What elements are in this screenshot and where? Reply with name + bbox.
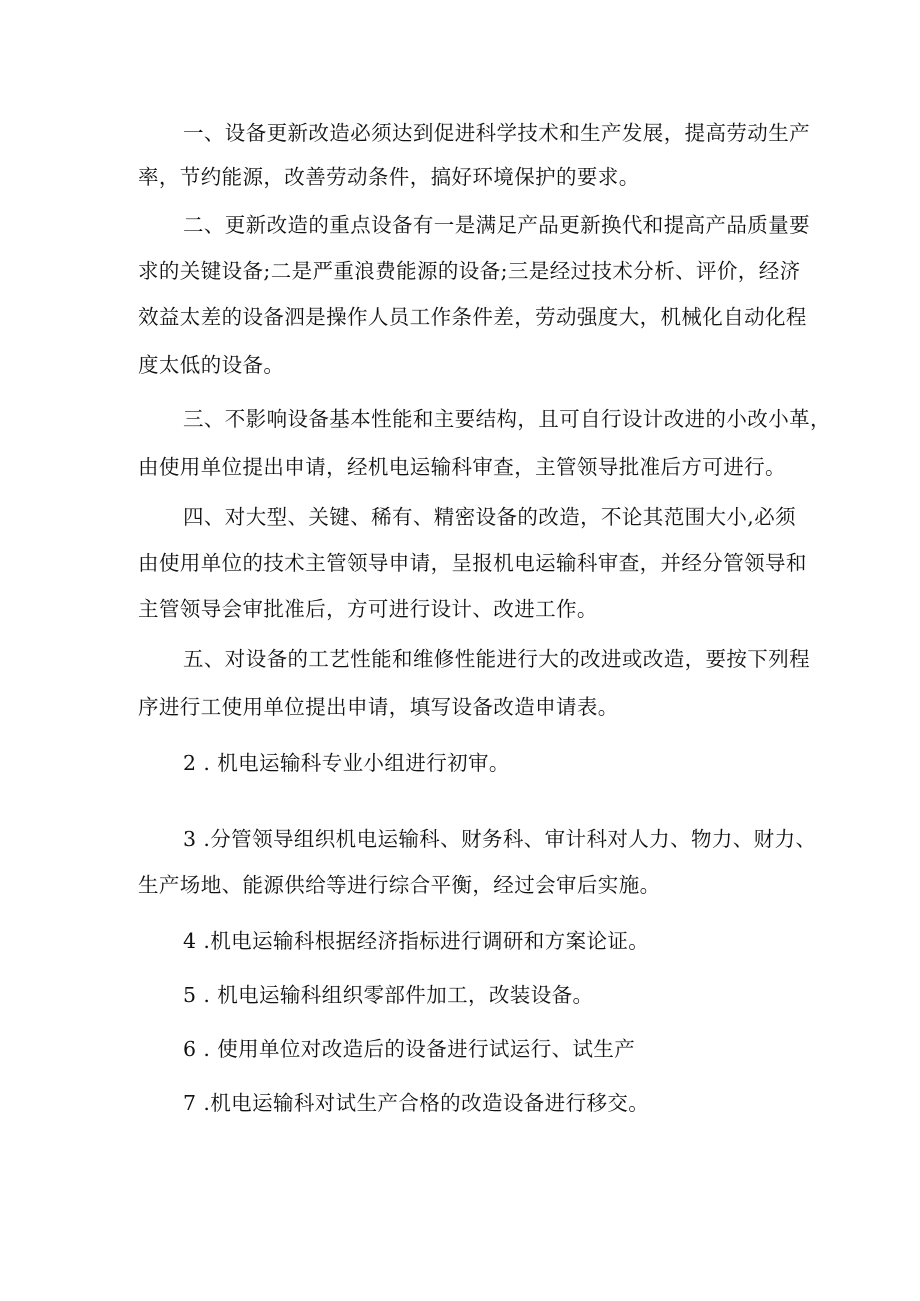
text-line: 五、对设备的工艺性能和维修性能进行大的改进或改造，要按下列程 <box>183 647 810 671</box>
text-line: 求的关键设备;二是严重浪费能源的设备;三是经过技术分析、评价，经济 <box>138 259 801 283</box>
text-line: 度太低的设备。 <box>138 353 285 377</box>
text-line: 7 .机电运输科对试生产合格的改造设备进行移交。 <box>183 1091 650 1115</box>
text-line: 3 .分管领导组织机电运输科、财务科、审计科对人力、物力、财力、 <box>183 827 817 851</box>
text-line: 2 . 机电运输科专业小组进行初审。 <box>183 751 510 775</box>
text-line: 由使用单位的技术主管领导申请，呈报机电运输科审查，并经分管领导和 <box>138 551 807 575</box>
text-line: 效益太差的设备泗是操作人员工作条件差，劳动强度大，机械化自动化程 <box>138 305 807 329</box>
text-line: 由使用单位提出申请，经机电运输科审查，主管领导批准后方可进行。 <box>138 455 786 479</box>
text-line: 6 . 使用单位对改造后的设备进行试运行、试生产 <box>183 1037 636 1061</box>
text-line: 率，节约能源，改善劳动条件，搞好环境保护的要求。 <box>138 165 640 189</box>
text-line: 二、更新改造的重点设备有一是满足产品更新换代和提高产品质量要 <box>183 213 810 237</box>
text-line: 主管领导会审批准后，方可进行设计、改进工作。 <box>138 597 598 621</box>
text-line: 生产场地、能源供给等进行综合平衡，经过会审后实施。 <box>138 873 661 897</box>
text-line: 三、不影响设备基本性能和主要结构，且可自行设计改进的小改小革， <box>183 407 831 431</box>
text-line: 5 . 机电运输科组织零部件加工，改装设备。 <box>183 983 594 1007</box>
text-line: 一、设备更新改造必须达到促进科学技术和生产发展，提高劳动生产 <box>183 121 810 145</box>
text-line: 四、对大型、关键、稀有、精密设备的改造，不论其范围大小,必须 <box>183 505 797 529</box>
text-line: 序进行工使用单位提出申请，填写设备改造申请表。 <box>138 695 619 719</box>
text-line: 4 .机电运输科根据经济指标进行调研和方案论证。 <box>183 929 650 953</box>
